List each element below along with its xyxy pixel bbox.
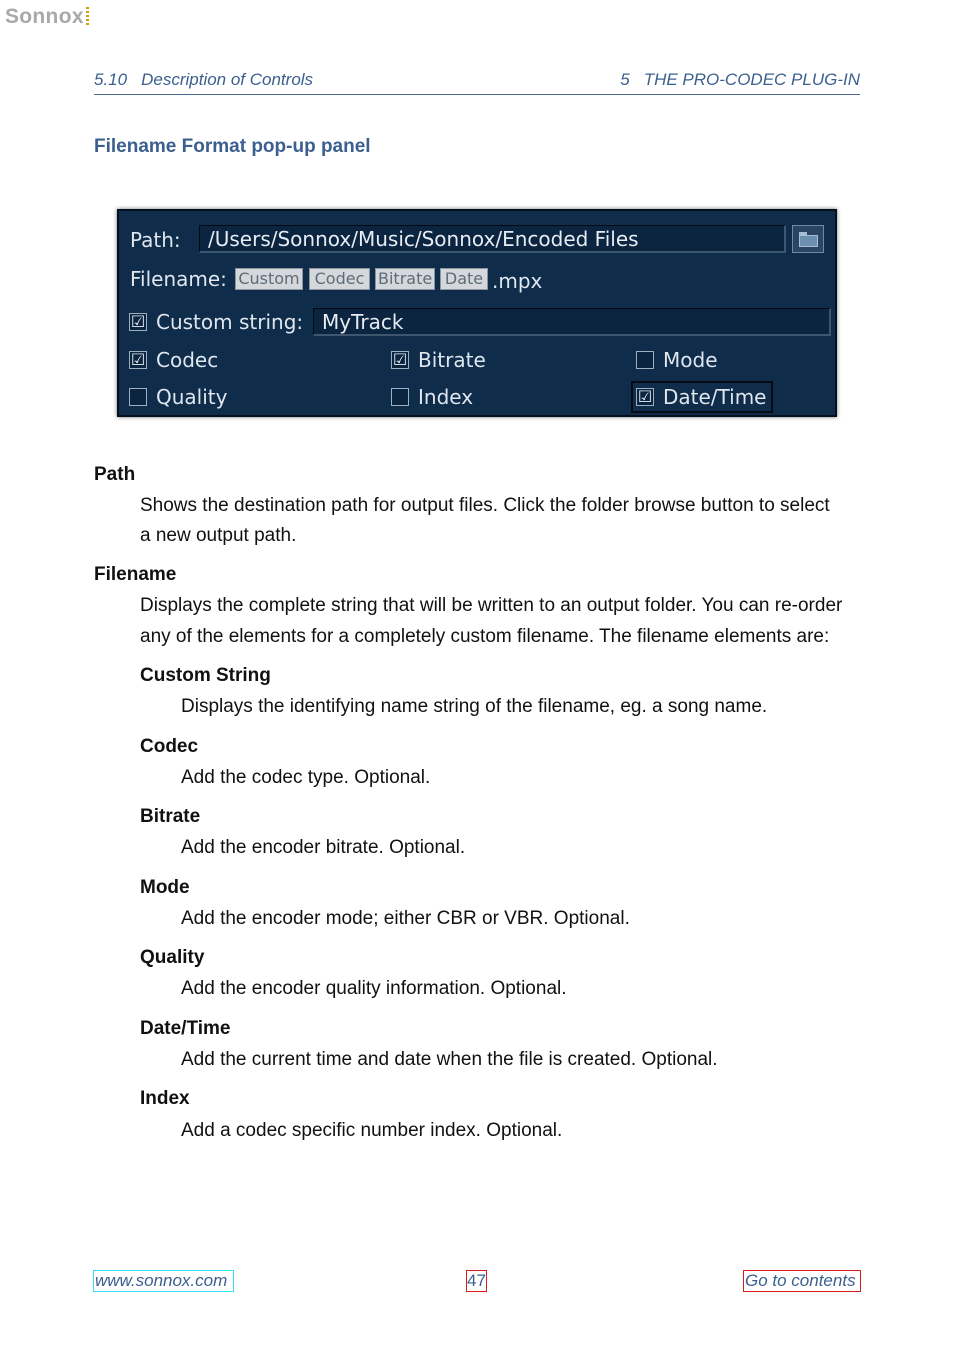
- term-mode: Mode: [140, 877, 190, 898]
- header-chapter-number: 5: [620, 70, 630, 89]
- desc-mode: Add the encoder mode; either CBR or VBR. Optional.: [181, 908, 630, 929]
- quality-label: Quality: [156, 385, 228, 409]
- datetime-checkbox[interactable]: [636, 385, 767, 409]
- header-section-title: Description of Controls: [141, 70, 314, 89]
- desc-bitrate: Add the encoder bitrate. Optional.: [181, 837, 466, 858]
- custom-string-checkbox[interactable]: [129, 310, 303, 334]
- checkbox-unchecked-icon: [636, 351, 654, 369]
- website-link[interactable]: www.sonnox.com: [93, 1270, 234, 1292]
- term-path: Path: [94, 464, 136, 485]
- desc-codec: Add the codec type. Optional.: [181, 767, 431, 788]
- header-section-number: 5.10: [94, 70, 128, 89]
- bitrate-checkbox[interactable]: [391, 348, 486, 372]
- header-section: [94, 70, 313, 90]
- folder-icon: [799, 235, 818, 247]
- desc-datetime: Add the current time and date when the file is created. Optional.: [181, 1049, 718, 1070]
- path-field[interactable]: /Users/Sonnox/Music/Sonnox/Encoded Files: [199, 225, 786, 253]
- term-codec: Codec: [140, 736, 199, 757]
- running-header: [94, 70, 860, 95]
- mode-checkbox[interactable]: [636, 348, 718, 372]
- desc-filename-line2: any of the elements for a completely custom filename. The filename elements are:: [140, 626, 830, 647]
- logo-dots-icon: [86, 7, 89, 25]
- term-index: Index: [140, 1088, 190, 1109]
- term-bitrate: Bitrate: [140, 806, 201, 827]
- header-chapter: [620, 70, 860, 90]
- filename-extension: .mpx: [492, 269, 543, 293]
- mode-label: Mode: [663, 348, 718, 372]
- section-heading: Filename Format pop-up panel: [94, 136, 371, 157]
- checkbox-checked-icon: ☑: [130, 312, 146, 331]
- codec-checkbox[interactable]: [129, 348, 218, 372]
- desc-filename-line1: Displays the complete string that will be written to an output folder. You can re-order: [140, 595, 843, 616]
- quality-checkbox[interactable]: [129, 385, 227, 409]
- term-filename: Filename: [94, 564, 177, 585]
- filename-chip-codec[interactable]: Codec: [309, 268, 370, 290]
- desc-custom-string: Displays the identifying name string of the filename, eg. a song name.: [181, 696, 768, 717]
- page-number-link[interactable]: 47: [467, 1271, 486, 1290]
- checkbox-unchecked-icon: [129, 388, 147, 406]
- desc-index: Add a codec specific number index. Optional.: [181, 1120, 563, 1141]
- bitrate-label: Bitrate: [418, 348, 486, 372]
- desc-path-line1: Shows the destination path for output files. Click the folder browse button to select: [140, 495, 830, 516]
- filename-chip-custom[interactable]: Custom: [235, 268, 303, 290]
- header-chapter-title: THE PRO-CODEC PLUG-IN: [643, 70, 860, 89]
- logo-text: Sonnox: [5, 5, 84, 28]
- checkbox-checked-icon: ☑: [637, 387, 653, 406]
- checkbox-unchecked-icon: [391, 388, 409, 406]
- checkbox-checked-icon: ☑: [130, 350, 146, 369]
- desc-quality: Add the encoder quality information. Optional.: [181, 978, 567, 999]
- term-quality: Quality: [140, 947, 205, 968]
- index-checkbox[interactable]: [391, 385, 473, 409]
- index-label: Index: [418, 385, 474, 409]
- desc-path-line2: a new output path.: [140, 525, 297, 546]
- term-datetime: Date/Time: [140, 1018, 231, 1039]
- path-label: Path:: [130, 228, 181, 252]
- go-to-contents-link[interactable]: Go to contents: [743, 1270, 861, 1292]
- custom-string-label: Custom string:: [156, 310, 304, 334]
- term-custom-string: Custom String: [140, 665, 271, 686]
- filename-chip-bitrate[interactable]: Bitrate: [375, 268, 435, 290]
- codec-label: Codec: [156, 348, 219, 372]
- custom-string-field[interactable]: MyTrack: [313, 308, 831, 336]
- checkbox-checked-icon: ☑: [392, 350, 408, 369]
- filename-chip-date[interactable]: Date: [440, 268, 488, 290]
- folder-browse-button[interactable]: [792, 225, 824, 253]
- filename-format-panel: [117, 209, 837, 417]
- datetime-label: Date/Time: [663, 385, 767, 409]
- filename-label: Filename:: [130, 267, 227, 291]
- sonnox-logo: [5, 5, 89, 29]
